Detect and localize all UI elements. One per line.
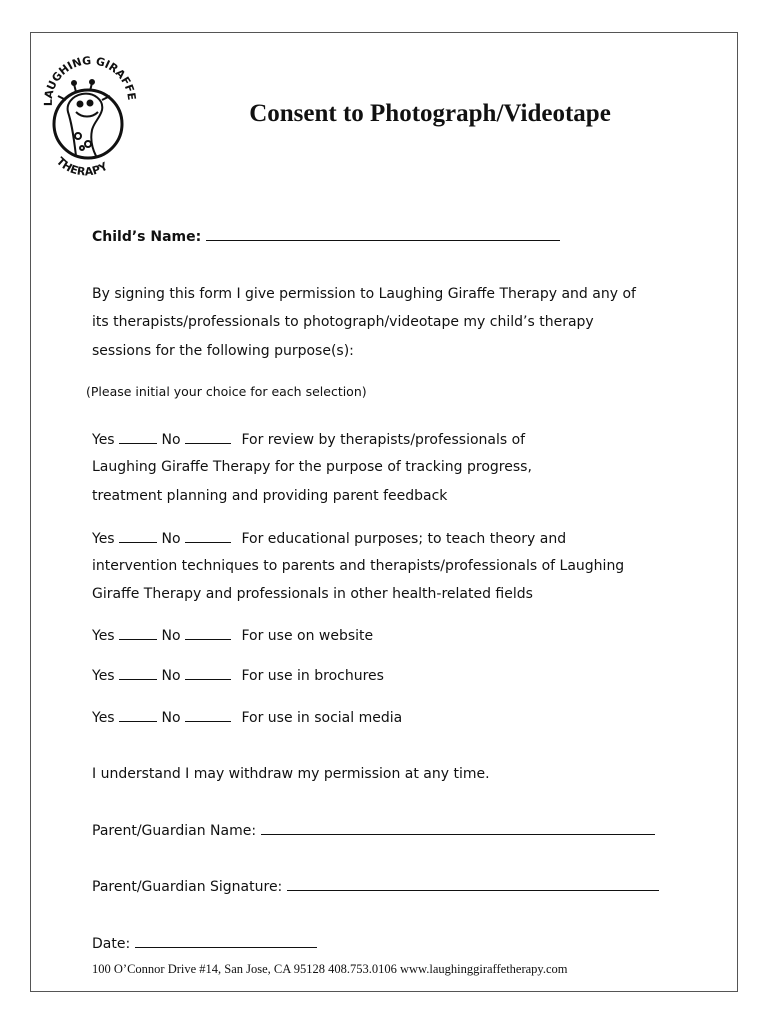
yes-label: Yes (92, 628, 115, 644)
date-line[interactable] (135, 935, 317, 948)
child-name-field (92, 228, 560, 245)
no-initial-line[interactable] (185, 627, 231, 640)
child-name-label: Child’s Name: (92, 229, 202, 245)
option-2-line-3: Giraffe Therapy and professionals in other health-related fields (92, 586, 533, 602)
no-label: No (161, 628, 181, 644)
intro-line-2: its therapists/professionals to photograph/videotape my child’s therapy (92, 314, 594, 330)
guardian-signature-label: Parent/Guardian Signature: (92, 879, 283, 895)
yes-label: Yes (92, 531, 115, 547)
guardian-name-line[interactable] (261, 822, 655, 835)
yes-initial-line[interactable] (119, 431, 157, 444)
option-1-row (92, 431, 525, 448)
guardian-signature-field (92, 878, 659, 895)
instruction-text: (Please initial your choice for each selection) (86, 384, 367, 399)
yes-initial-line[interactable] (119, 667, 157, 680)
footer-contact: 100 O’Connor Drive #14, San Jose, CA 95128 408.753.0106 www.laughinggiraffetherapy.com (92, 962, 568, 976)
no-label: No (161, 531, 181, 547)
option-2-line-2: intervention techniques to parents and therapists/professionals of Laughing (92, 558, 625, 574)
option-5-text: For use in social media (241, 710, 403, 726)
logo-text-bottom: THERAPY (53, 154, 110, 179)
option-4-row (92, 667, 384, 684)
page-title: Consent to Photograph/Videotape (249, 100, 611, 127)
no-initial-line[interactable] (185, 530, 231, 543)
option-1-text: For review by therapists/professionals of (241, 432, 526, 448)
yes-initial-line[interactable] (119, 627, 157, 640)
option-2-text: For educational purposes; to teach theory and (241, 531, 567, 547)
option-4-text: For use in brochures (241, 668, 384, 684)
withdraw-statement: I understand I may withdraw my permission at any time. (92, 766, 490, 782)
option-1-line-3: treatment planning and providing parent feedback (92, 488, 448, 504)
no-label: No (161, 668, 181, 684)
intro-line-1: By signing this form I give permission to Laughing Giraffe Therapy and any of (92, 286, 636, 302)
option-5-row (92, 709, 402, 726)
yes-initial-line[interactable] (119, 709, 157, 722)
laughing-giraffe-logo (38, 44, 138, 184)
option-1-line-2: Laughing Giraffe Therapy for the purpose of tracking progress, (92, 459, 532, 475)
guardian-name-label: Parent/Guardian Name: (92, 823, 257, 839)
no-label: No (161, 432, 181, 448)
child-name-line[interactable] (206, 228, 560, 241)
yes-label: Yes (92, 710, 115, 726)
intro-line-3: sessions for the following purpose(s): (92, 343, 354, 359)
yes-label: Yes (92, 432, 115, 448)
logo-text-top: LAUGHING GIRAFFE (41, 54, 138, 107)
no-initial-line[interactable] (185, 431, 231, 444)
guardian-name-field (92, 822, 655, 839)
no-initial-line[interactable] (185, 709, 231, 722)
guardian-signature-line[interactable] (287, 878, 659, 891)
yes-initial-line[interactable] (119, 530, 157, 543)
option-3-text: For use on website (241, 628, 374, 644)
date-label: Date: (92, 936, 131, 952)
yes-label: Yes (92, 668, 115, 684)
option-3-row (92, 627, 373, 644)
date-field (92, 935, 317, 952)
no-label: No (161, 710, 181, 726)
option-2-row (92, 530, 566, 547)
no-initial-line[interactable] (185, 667, 231, 680)
